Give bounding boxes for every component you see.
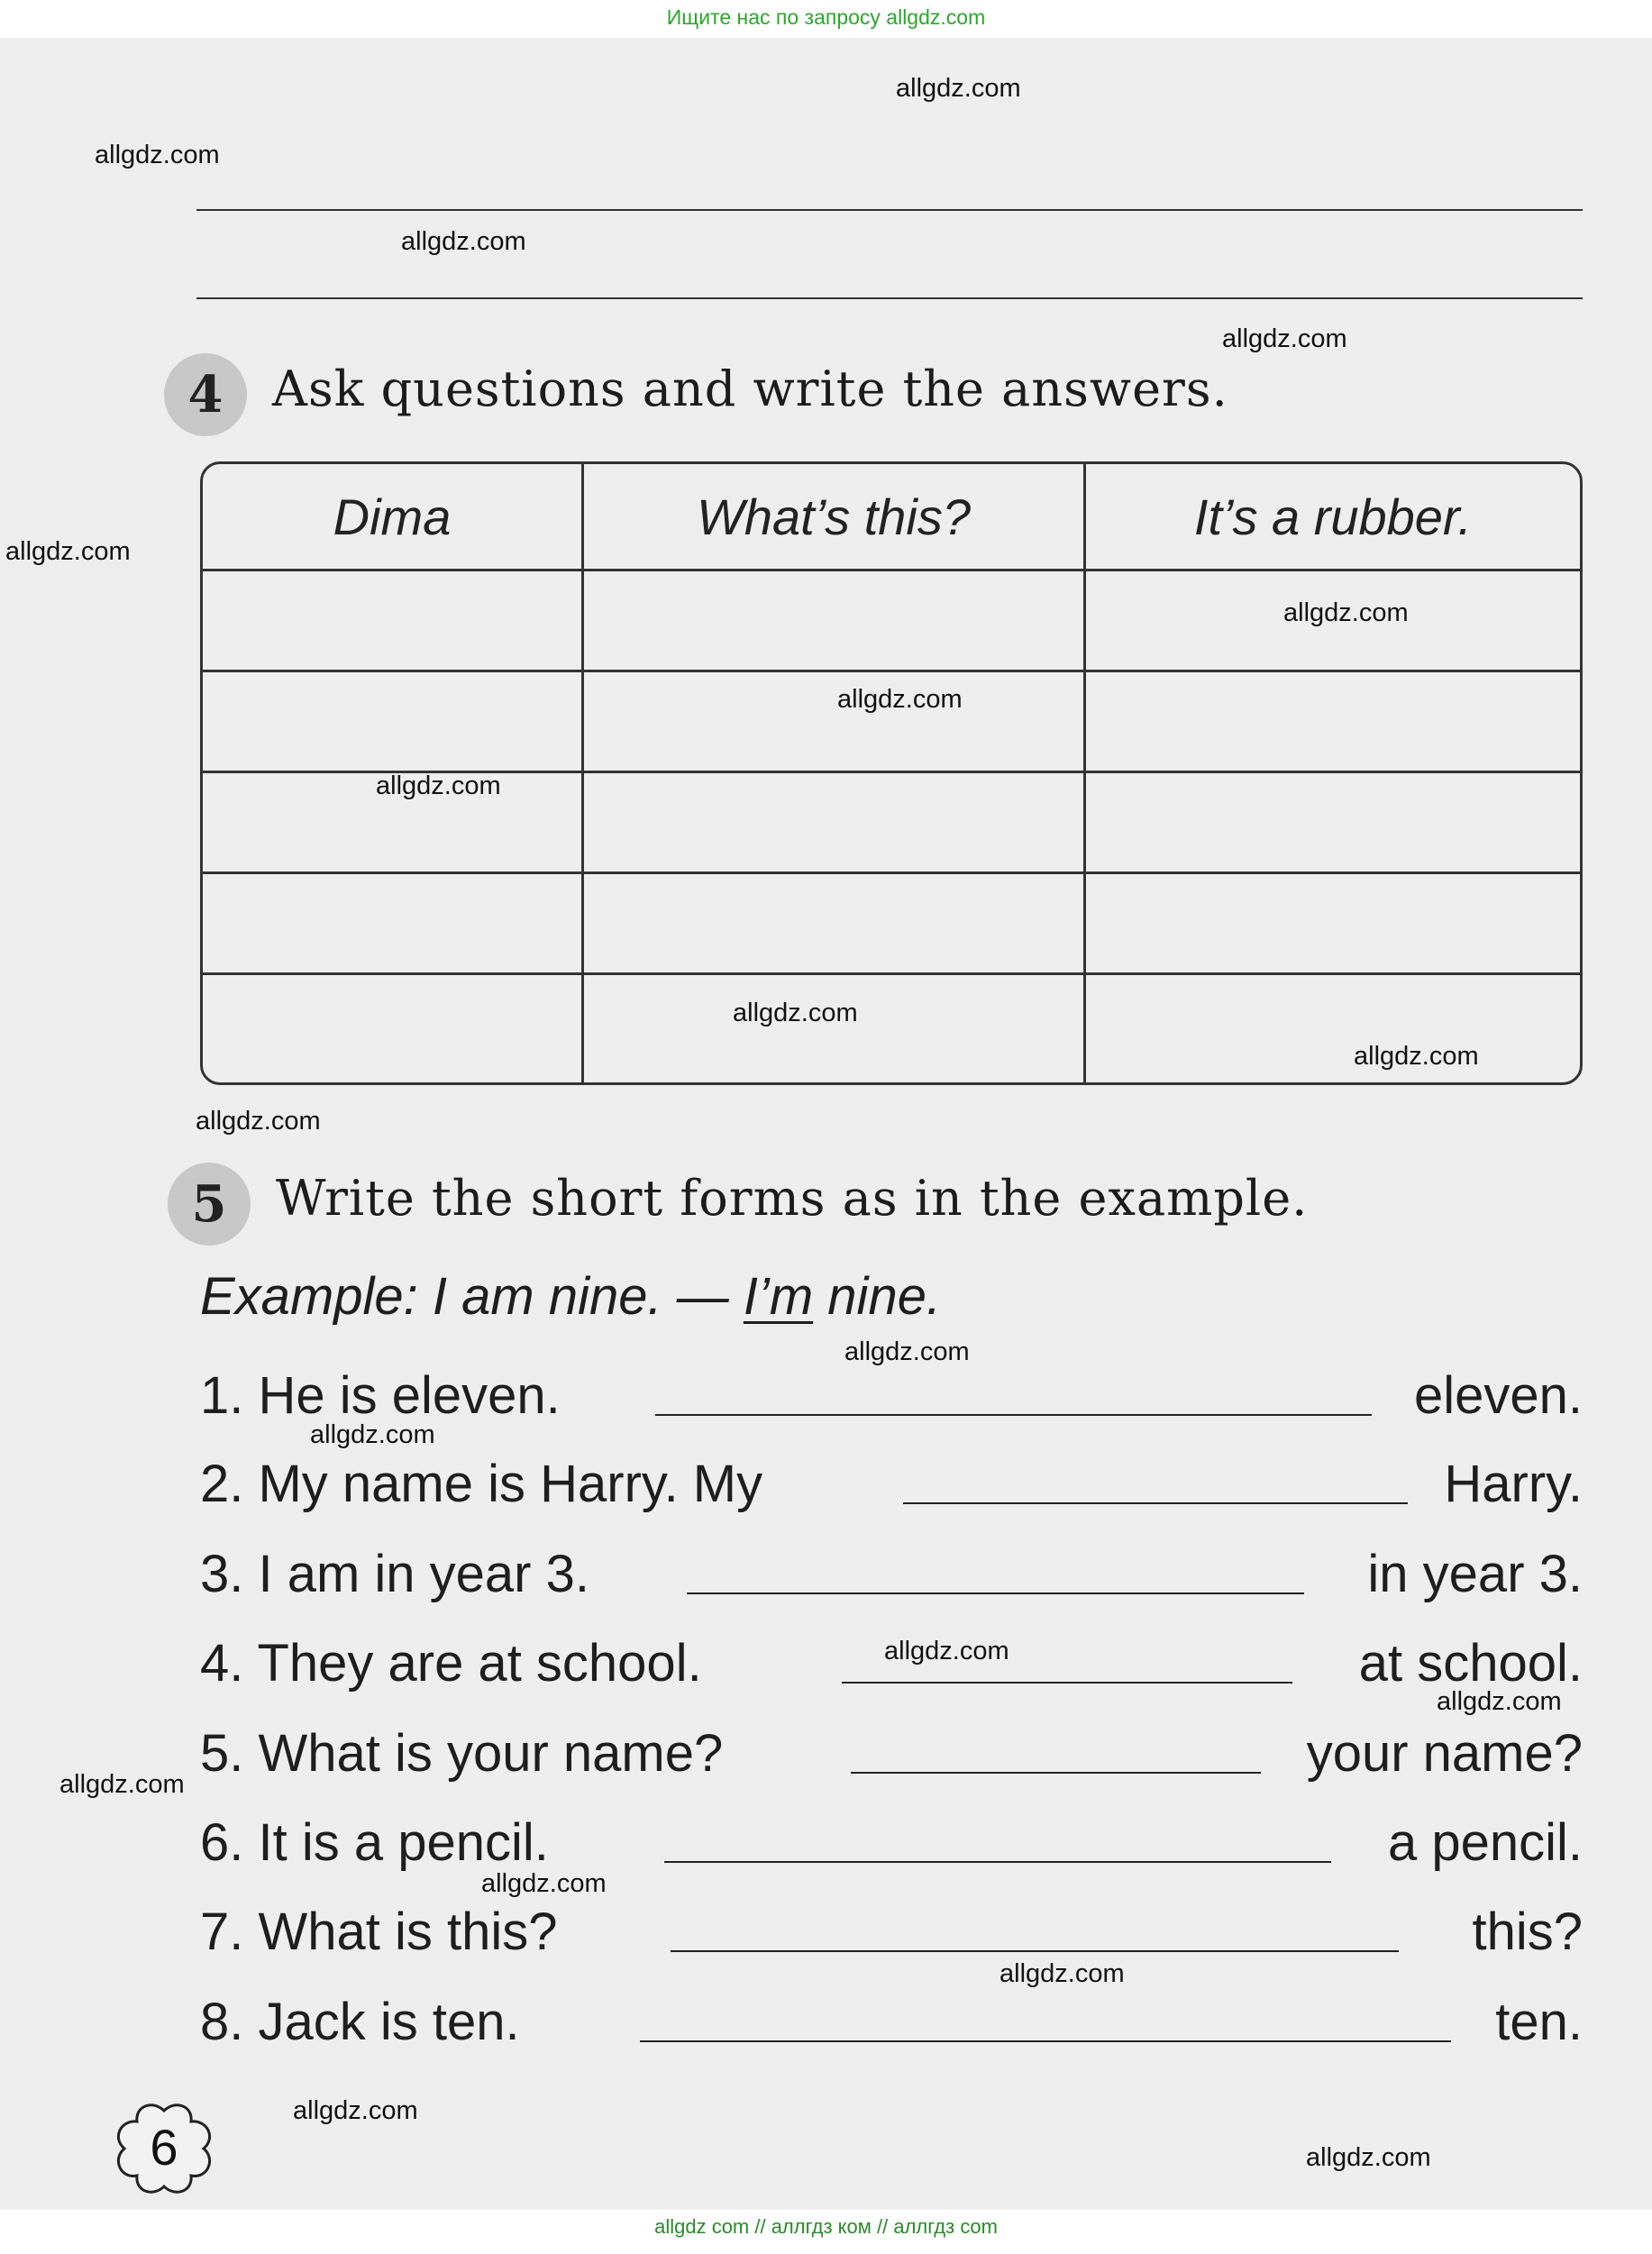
table-cell[interactable] <box>1086 975 1580 1082</box>
item-prompt: 7. What is this? <box>200 1903 558 1961</box>
item-ending: at school. <box>1358 1634 1583 1693</box>
exercise-number-badge <box>164 353 247 436</box>
item-prompt: 8. Jack is ten. <box>200 1993 520 2051</box>
exercise-item <box>200 1723 1583 1783</box>
table-cell[interactable] <box>203 975 584 1082</box>
exercise-item <box>200 1454 1583 1513</box>
item-ending: eleven. <box>1413 1366 1583 1425</box>
watermark: allgdz.com <box>1306 2143 1431 2172</box>
table-cell[interactable] <box>203 571 584 672</box>
answer-blank[interactable] <box>671 1950 1399 1952</box>
exercise-title: Ask questions and write the answers. <box>272 360 1228 417</box>
table-cell[interactable] <box>203 874 584 975</box>
bottom-banner: allgdz com // аллгдз ком // аллгдз com <box>654 2215 998 2238</box>
item-ending: Harry. <box>1444 1455 1583 1513</box>
table-cell[interactable] <box>203 672 584 773</box>
watermark: allgdz.com <box>196 1107 321 1136</box>
answer-blank[interactable] <box>851 1772 1261 1774</box>
table-cell[interactable] <box>584 571 1086 672</box>
watermark: allgdz.com <box>1437 1687 1562 1716</box>
watermark: allgdz.com <box>1222 324 1347 353</box>
watermark: allgdz.com <box>837 685 963 714</box>
watermark: allgdz.com <box>884 1637 1009 1665</box>
item-prompt: 3. I am in year 3. <box>200 1545 589 1603</box>
watermark: allgdz.com <box>1354 1042 1479 1071</box>
item-ending: ten. <box>1495 1993 1583 2051</box>
exercise-item <box>200 1812 1583 1872</box>
watermark: allgdz.com <box>310 1420 435 1449</box>
watermark: allgdz.com <box>95 141 220 169</box>
exercise-item <box>200 1992 1583 2051</box>
answer-line <box>196 209 1583 211</box>
table-cell[interactable] <box>1086 672 1580 773</box>
item-ending: a pencil. <box>1387 1813 1583 1872</box>
item-prompt: 6. It is a pencil. <box>200 1813 549 1872</box>
exercise-number: 5 <box>191 1174 227 1234</box>
example-label: Example: <box>200 1267 418 1326</box>
answer-blank[interactable] <box>640 2040 1451 2042</box>
watermark: allgdz.com <box>401 227 526 256</box>
item-prompt: 1. He is eleven. <box>200 1366 561 1425</box>
answer-blank[interactable] <box>842 1682 1292 1684</box>
exercise-title: Write the short forms as in the example. <box>276 1170 1309 1227</box>
watermark: allgdz.com <box>59 1770 185 1799</box>
watermark: allgdz.com <box>481 1869 607 1898</box>
table-cell[interactable] <box>1086 773 1580 874</box>
watermark: allgdz.com <box>896 74 1021 103</box>
table-cell[interactable] <box>584 773 1086 874</box>
table-header-cell: Dima <box>203 464 584 571</box>
table-cell[interactable] <box>584 975 1086 1082</box>
table-cell[interactable] <box>1086 874 1580 975</box>
table-cell[interactable] <box>584 672 1086 773</box>
watermark: allgdz.com <box>1283 598 1409 627</box>
exercise-item <box>200 1902 1583 1961</box>
table-header-cell: What’s this? <box>584 464 1086 571</box>
example-sentence <box>200 1266 941 1327</box>
answer-blank[interactable] <box>687 1592 1304 1594</box>
item-prompt: 2. My name is Harry. My <box>200 1455 763 1513</box>
page-number: 6 <box>150 2119 178 2176</box>
watermark: allgdz.com <box>844 1337 970 1366</box>
item-ending: your name? <box>1306 1724 1583 1783</box>
top-banner: Ищите нас по запросу allgdz.com <box>666 5 986 29</box>
exercise-item <box>200 1365 1583 1425</box>
table-cell[interactable] <box>584 874 1086 975</box>
answer-blank[interactable] <box>655 1414 1372 1416</box>
exercise-number: 4 <box>187 365 224 424</box>
watermark: allgdz.com <box>733 999 858 1027</box>
table-header-cell: It’s a rubber. <box>1086 464 1580 571</box>
example-answer: I’m <box>743 1267 814 1326</box>
page-number-badge <box>110 2100 218 2199</box>
watermark: allgdz.com <box>293 2096 418 2125</box>
item-ending: in year 3. <box>1367 1545 1583 1603</box>
item-prompt: 4. They are at school. <box>200 1634 702 1693</box>
watermark: allgdz.com <box>999 1959 1125 1988</box>
answer-line <box>196 297 1583 299</box>
item-ending: this? <box>1472 1903 1583 1961</box>
item-prompt: 5. What is your name? <box>200 1724 724 1783</box>
answer-blank[interactable] <box>903 1502 1408 1504</box>
answer-blank[interactable] <box>664 1861 1331 1863</box>
example-tail: nine. <box>827 1267 942 1326</box>
exercise-number-badge <box>168 1163 251 1246</box>
exercise-item <box>200 1544 1583 1603</box>
example-text: I am nine. — <box>432 1267 729 1326</box>
watermark: allgdz.com <box>5 537 131 566</box>
watermark: allgdz.com <box>376 771 501 800</box>
